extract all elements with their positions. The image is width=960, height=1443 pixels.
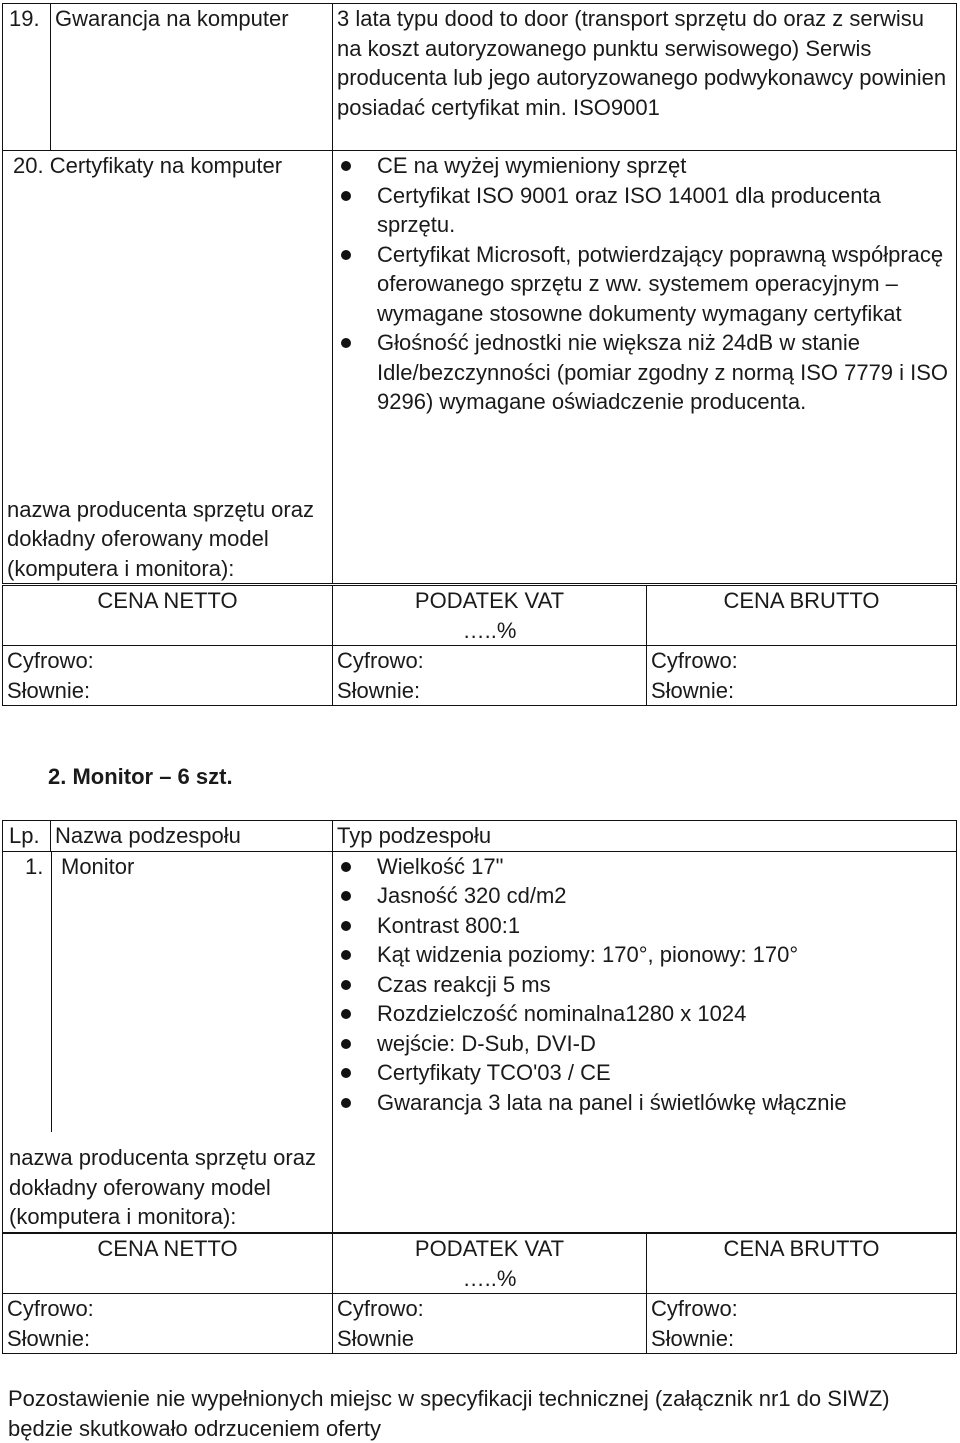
table-row: [3, 4, 957, 151]
producer-label: nazwa producenta sprzętu oraz dokładny oferowany model (komputera i monitora):: [7, 496, 314, 581]
slownie-label: Słownie:: [337, 677, 421, 703]
slownie-label: Słownie:: [651, 677, 735, 703]
list-item: Czas reakcji 5 ms: [337, 970, 952, 1000]
price-cell-netto[interactable]: [3, 1294, 333, 1354]
price-header-brutto: CENA BRUTTO: [647, 586, 957, 646]
cyfrowo-label: Cyfrowo:: [7, 1296, 94, 1321]
column-header-type: Typ podzespołu: [333, 821, 957, 852]
price-header-netto: CENA NETTO: [3, 586, 333, 646]
certificates-list: [337, 151, 952, 417]
component-name: Gwarancja na komputer: [51, 4, 333, 151]
cyfrowo-label: Cyfrowo:: [651, 1296, 738, 1321]
table-header-row: [3, 821, 957, 852]
slownie-label: Słownie:: [7, 677, 91, 703]
price-cell-netto[interactable]: [3, 646, 333, 706]
row-number: 1.: [25, 853, 44, 879]
slownie-label: Słownie:: [651, 1325, 735, 1351]
column-header-name: Nazwa podzespołu: [51, 821, 333, 852]
price-header-netto: CENA NETTO: [3, 1234, 333, 1294]
spec-table-monitor: [2, 820, 957, 1233]
list-item: Wielkość 17": [337, 852, 952, 882]
list-item: CE na wyżej wymieniony sprzęt: [337, 151, 952, 181]
list-item: Jasność 320 cd/m2: [337, 881, 952, 911]
table-row: [3, 646, 957, 706]
list-item: Certyfikat Microsoft, potwierdzający poprawną współpracę oferowanego sprzętu z ww. systemem operacyjnym – wymagane stosowne dokumenty wymagany certyfikat: [337, 240, 952, 329]
list-item: Rozdzielczość nominalna1280 x 1024: [337, 999, 952, 1029]
price-cell-vat[interactable]: [333, 1294, 647, 1354]
list-item: Kontrast 800:1: [337, 911, 952, 941]
certificates-cell: [333, 151, 957, 584]
cyfrowo-label: Cyfrowo:: [337, 648, 424, 673]
list-item: Certyfikaty TCO'03 / CE: [337, 1058, 952, 1088]
spec-table-computer: [2, 3, 957, 584]
cyfrowo-label: Cyfrowo:: [651, 648, 738, 673]
price-table-monitor: [2, 1233, 957, 1354]
producer-label: nazwa producenta sprzętu oraz dokładny oferowany model (komputera i monitora):: [9, 1145, 316, 1229]
monitor-spec-cell: [333, 851, 957, 1232]
section-heading: 2. Monitor – 6 szt.: [48, 764, 233, 789]
list-item: Certyfikat ISO 9001 oraz ISO 14001 dla producenta sprzętu.: [337, 181, 952, 240]
row-20-left: [3, 151, 333, 584]
price-header-brutto: CENA BRUTTO: [647, 1234, 957, 1294]
monitor-left-cell: [3, 851, 333, 1232]
component-name: Certyfikaty na komputer: [49, 153, 283, 178]
table-row: [3, 1234, 957, 1294]
column-divider: [51, 851, 52, 1132]
price-header-vat: PODATEK VAT …..%: [333, 586, 647, 646]
row-number: 19.: [3, 4, 51, 151]
component-name: Monitor: [61, 853, 135, 879]
list-item: wejście: D-Sub, DVI-D: [337, 1029, 952, 1059]
monitor-spec-list: [337, 852, 952, 1118]
cyfrowo-label: Cyfrowo:: [7, 648, 94, 673]
slownie-label: Słownie: [337, 1325, 415, 1351]
row-number: 20.: [13, 153, 44, 178]
table-row: [3, 851, 957, 1232]
table-row: [3, 586, 957, 646]
list-item: Głośność jednostki nie większa niż 24dB w stanie Idle/bezczynności (pomiar zgodny z normą ISO 7779 i ISO 9296) wymagane oświadczenie producenta.: [337, 328, 952, 417]
list-item: Kąt widzenia poziomy: 170°, pionowy: 170°: [337, 940, 952, 970]
component-description: 3 lata typu dood to door (transport sprzętu do oraz z serwisu na koszt autoryzowanego punktu serwisowego) Serwis producenta lub jego autoryzowanego podwykonawcy powinien posiadać certyfikat min. ISO9001: [333, 4, 957, 151]
price-cell-brutto[interactable]: [647, 646, 957, 706]
table-row: [3, 1294, 957, 1354]
cyfrowo-label: Cyfrowo:: [337, 1296, 424, 1321]
list-item: Gwarancja 3 lata na panel i świetlówkę włącznie: [337, 1088, 952, 1118]
column-header-lp: Lp.: [3, 821, 51, 852]
price-table-computer: [2, 585, 957, 706]
price-header-vat: PODATEK VAT …..%: [333, 1234, 647, 1294]
price-cell-vat[interactable]: [333, 646, 647, 706]
price-cell-brutto[interactable]: [647, 1294, 957, 1354]
table-row: [3, 151, 957, 584]
footer-note: Pozostawienie nie wypełnionych miejsc w specyfikacji technicznej (załącznik nr1 do SIWZ) będzie skutkowało odrzuceniem oferty: [8, 1386, 890, 1441]
slownie-label: Słownie:: [7, 1325, 91, 1351]
